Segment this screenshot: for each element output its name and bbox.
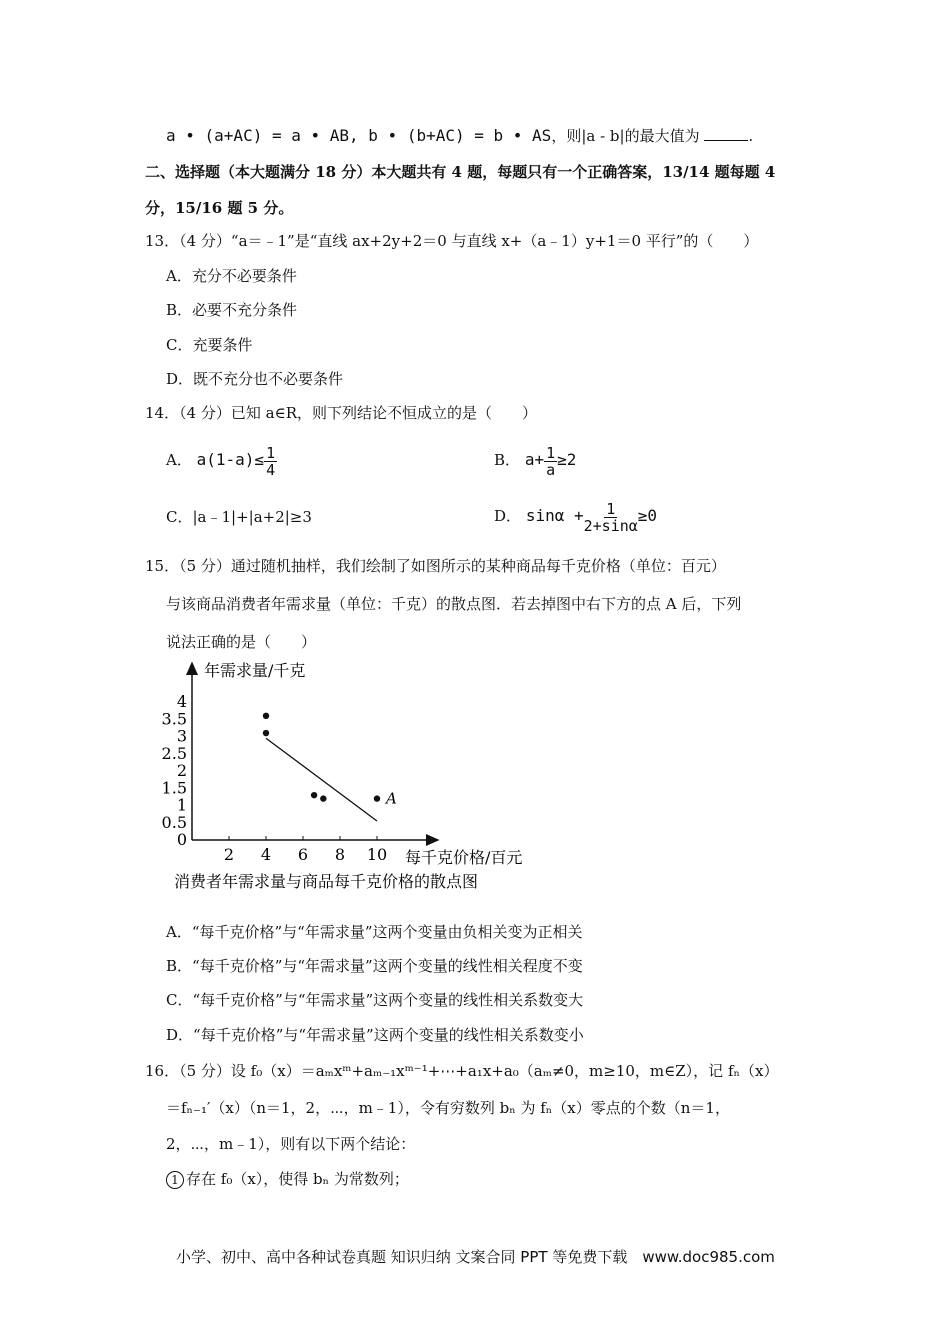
q14-option-a: A． a(1-a)≤ $\frac{1}{4}$ <box>166 443 276 479</box>
q16-line2: ＝fₙ₋₁′（x）（n＝1，2，⋯，m﹣1），令有穷数列 bₙ 为 fₙ（x）零点的个数（n＝1， <box>166 1099 730 1117</box>
q16-line1: 16．（5 分）设 f₀（x）＝aₘxᵐ+aₘ₋₁xᵐ⁻¹+⋯+a₁x+a₀（aₘ≠0，m≥10，m∈Z），记 fₙ（x） <box>145 1062 779 1080</box>
q13-option-c: C．充要条件 <box>166 336 253 354</box>
q14-option-b-fraction: $\frac{1}{a}$ <box>546 443 556 479</box>
scatter-chart <box>150 655 570 900</box>
q12-mid: ，则|a - b| <box>551 127 625 145</box>
section2-line2: 分，15/16 题 5 分。 <box>145 199 294 217</box>
x-axis-label: 每千克价格/百元 <box>405 848 523 867</box>
y-tick-label: 0.5 <box>161 812 187 832</box>
y-tick-label: 2.5 <box>161 743 187 763</box>
x-tick-label: 6 <box>297 845 309 864</box>
q12-tail <box>166 126 753 146</box>
q12-end: . <box>748 127 754 145</box>
q14-option-a-expr: a(1-a)≤ <box>196 450 265 469</box>
q13-option-a: A．充分不必要条件 <box>166 267 297 285</box>
scatter-point <box>311 792 317 798</box>
y-tick-label: 4 <box>176 692 187 711</box>
q16-item1 <box>166 1169 409 1189</box>
point-label-a: A <box>386 789 397 808</box>
q15-line1: 15．（5 分）通过随机抽样，我们绘制了如图所示的某种商品每千克价格（单位：百元） <box>145 557 726 575</box>
q13-option-d: D．既不充分也不必要条件 <box>166 370 344 388</box>
y-axis-label: 年需求量/千克 <box>204 661 306 680</box>
y-tick-label: 1 <box>176 795 187 815</box>
x-tick-label: 2 <box>223 845 235 864</box>
q15-option-c: C．“每千克价格”与“年需求量”这两个变量的线性相关系数变大 <box>166 991 584 1009</box>
q12-vector-expr: a • (a+AC) = a • AB, b • (b+AC) = b • AS <box>166 126 552 145</box>
q15-line2: 与该商品消费者年需求量（单位：千克）的散点图．若去掉图中右下方的点 A 后，下列 <box>166 595 742 613</box>
scatter-point <box>320 795 326 801</box>
q15-option-b: B．“每千克价格”与“年需求量”这两个变量的线性相关程度不变 <box>166 957 583 975</box>
y-tick-label: 0 <box>176 830 187 849</box>
y-tick-label: 3 <box>176 726 187 746</box>
q14-option-b: B． a+ $\frac{1}{a}$ ≥2 <box>494 443 577 479</box>
q16-line3: 2，⋯，m﹣1），则有以下两个结论： <box>166 1135 416 1153</box>
q14-stem: 14．（4 分）已知 a∈R，则下列结论不恒成立的是（ ） <box>145 404 538 422</box>
x-tick-label: 4 <box>260 845 272 864</box>
answer-blank <box>704 126 748 141</box>
q16-item1-text: 存在 f₀（x），使得 bₙ 为常数列； <box>186 1170 409 1188</box>
q14-option-d: D． sinα + $\frac{1}{2+\sin\alpha}$ ≥0 <box>494 499 658 535</box>
y-tick-label: 3.5 <box>161 709 187 729</box>
scatter-point <box>263 713 269 719</box>
y-tick-label: 2 <box>176 761 187 780</box>
x-tick-label: 10 <box>366 845 388 864</box>
q15-option-d: D．“每千克价格”与“年需求量”这两个变量的线性相关系数变小 <box>166 1026 584 1044</box>
y-tick-label: 1.5 <box>161 778 187 798</box>
section2-line1: 二、选择题（本大题满分 18 分）本大题共有 4 题，每题只有一个正确答案，13/14 题每题 4 <box>145 163 776 181</box>
scatter-point <box>263 730 269 736</box>
circled-number-1: 1 <box>166 1171 184 1189</box>
chart-title: 消费者年需求量与商品每千克价格的散点图 <box>174 872 479 891</box>
q14-option-d-fraction: $\frac{1}{2+\sin\alpha}$ <box>583 499 638 535</box>
q14-option-a-fraction: $\frac{1}{4}$ <box>266 443 276 479</box>
scatter-point <box>374 795 380 801</box>
q15-line3: 说法正确的是（ ） <box>166 633 317 651</box>
q15-option-a: A．“每千克价格”与“年需求量”这两个变量由负相关变为正相关 <box>166 923 583 941</box>
q13-option-b: B．必要不充分条件 <box>166 301 298 319</box>
q14-option-c: C．|a﹣1|+|a+2|≥3 <box>166 508 312 526</box>
q13-stem: 13．（4 分）“a＝﹣1”是“直线 ax+2y+2＝0 与直线 x+（a﹣1）y+1＝0 平行”的（ ） <box>145 232 759 250</box>
x-tick-label: 8 <box>334 845 346 864</box>
regression-line <box>266 738 377 821</box>
footer: 小学、初中、高中各种试卷真题 知识归纳 文案合同 PPT 等免费下载 www.doc985.com <box>176 1248 775 1266</box>
q12-post: 的最大值为 <box>624 127 700 145</box>
